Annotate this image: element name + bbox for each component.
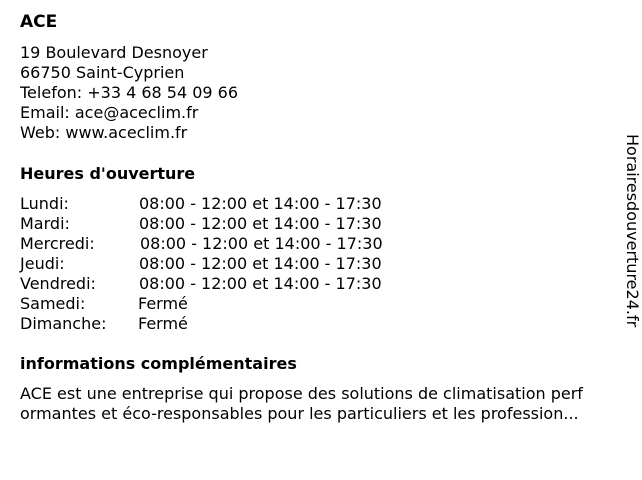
business-name: ACE: [20, 12, 58, 32]
address-street: 19 Boulevard Desnoyer: [20, 43, 208, 62]
day-hours: 08:00 - 12:00 et 14:00 - 17:30: [140, 234, 383, 253]
site-watermark: [622, 134, 642, 344]
day-label: Mercredi:: [20, 234, 95, 253]
watermark-text: Horairesdouverture24.fr: [623, 134, 642, 328]
web-text: Web: www.aceclim.fr: [20, 123, 188, 142]
day-hours: 08:00 - 12:00 et 14:00 - 17:30: [139, 194, 382, 213]
description-line-2: ormantes et éco-responsables pour les particuliers et les profession...: [20, 404, 579, 423]
contact-block: [20, 43, 238, 143]
opening-hours-heading: Heures d'ouverture: [20, 164, 196, 183]
day-label: Jeudi:: [20, 254, 65, 273]
business-description: [20, 384, 630, 424]
day-label: Mardi:: [20, 214, 70, 233]
day-hours: 08:00 - 12:00 et 14:00 - 17:30: [139, 214, 382, 233]
phone-text: Telefon: +33 4 68 54 09 66: [20, 83, 239, 102]
day-label: Lundi:: [20, 194, 69, 213]
email-text: Email: ace@aceclim.fr: [20, 103, 199, 122]
address-city: 66750 Saint-Cyprien: [20, 63, 185, 82]
day-label: Samedi:: [20, 294, 86, 313]
day-hours: 08:00 - 12:00 et 14:00 - 17:30: [139, 254, 382, 273]
day-hours: 08:00 - 12:00 et 14:00 - 17:30: [139, 274, 382, 293]
additional-info-heading: informations complémentaires: [20, 354, 297, 373]
day-label: Vendredi:: [20, 274, 96, 293]
day-hours: Fermé: [138, 314, 188, 333]
day-hours: Fermé: [138, 294, 188, 313]
description-line-1: ACE est une entreprise qui propose des solutions de climatisation perf: [20, 384, 583, 403]
day-label: Dimanche:: [20, 314, 107, 333]
